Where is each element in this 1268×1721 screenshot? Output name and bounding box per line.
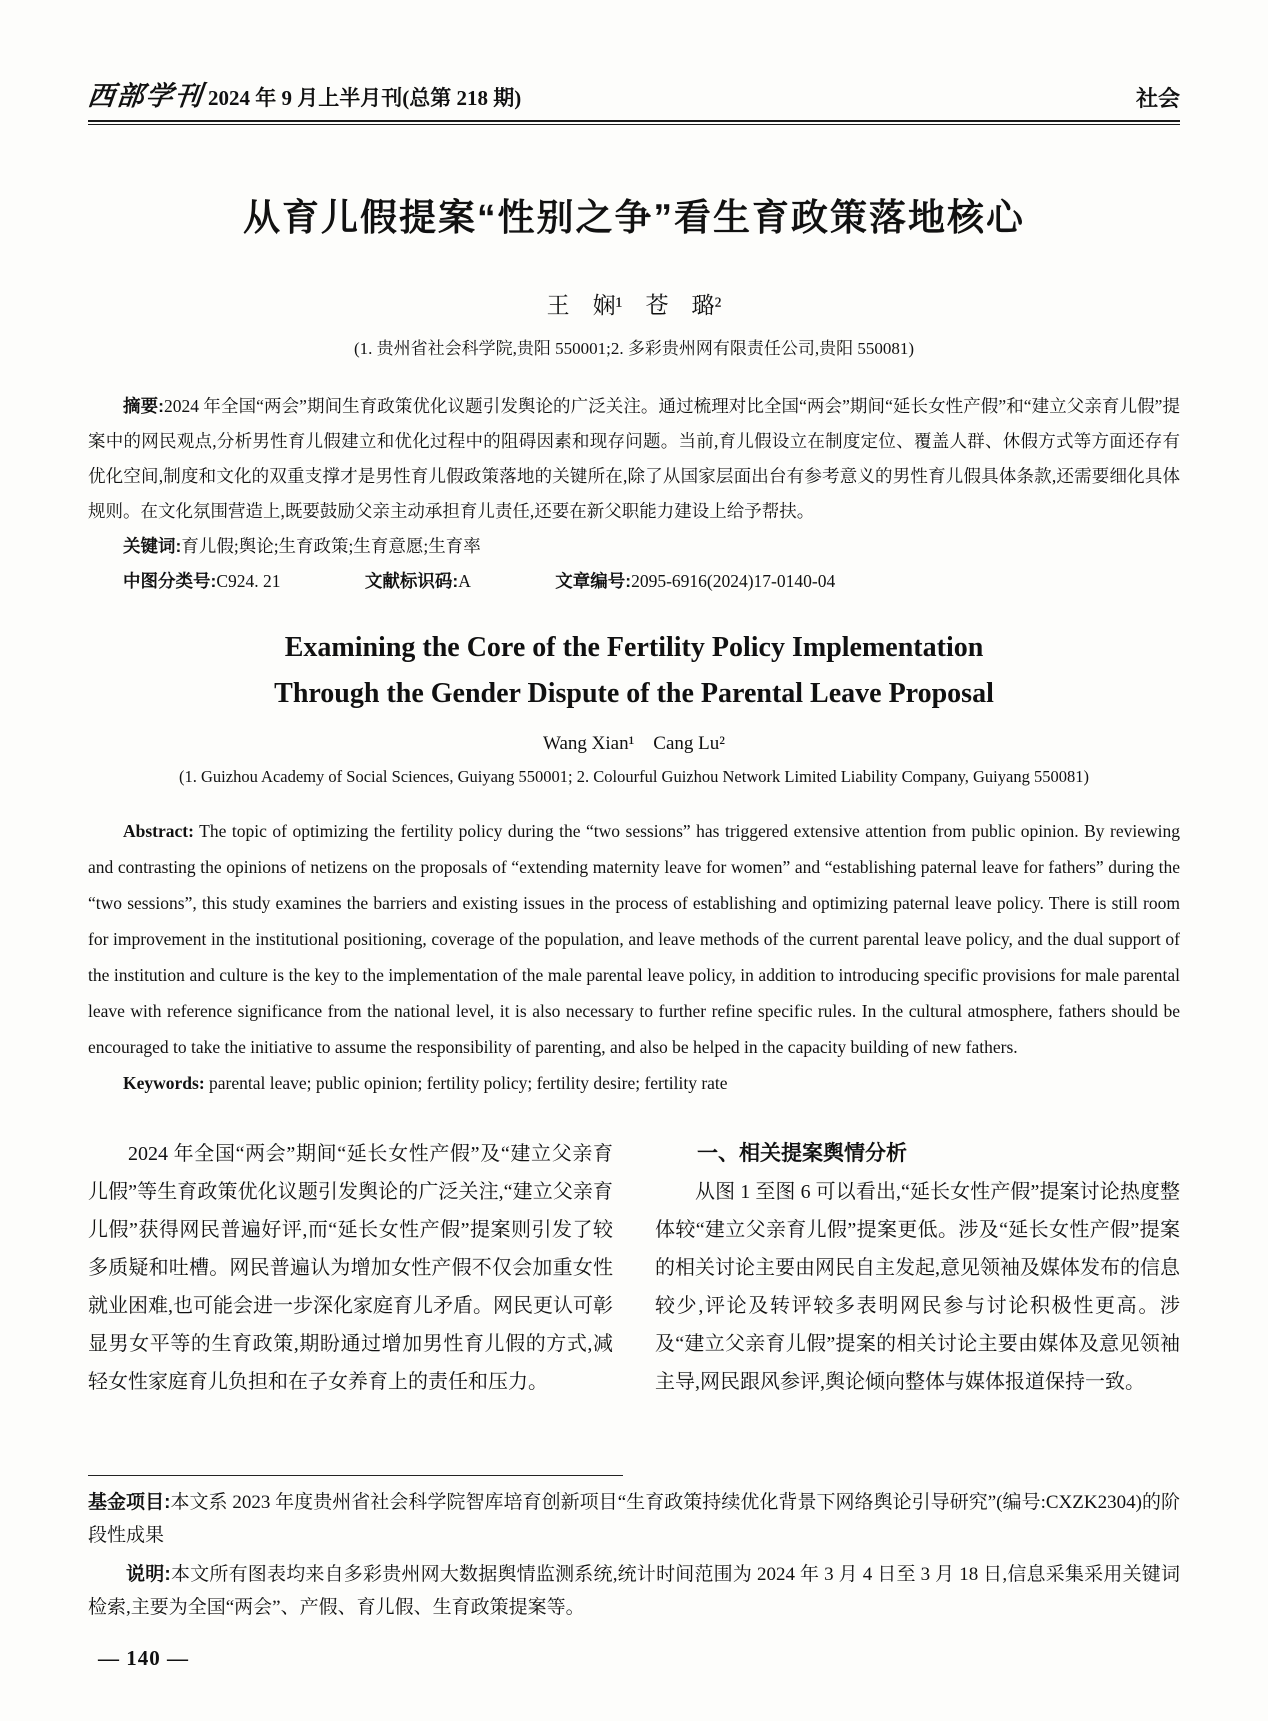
abstract-en — [88, 813, 1180, 1065]
keywords-text-cn: 育儿假;舆论;生育政策;生育意愿;生育率 — [181, 536, 481, 556]
article-title-en — [88, 625, 1180, 717]
note-text: 本文所有图表均来自多彩贵州网大数据舆情监测系统,统计时间范围为 2024 年 3 月 4 日至 3 月 18 日,信息采集采用关键词检索,主要为全国“两会”、产假、育儿假、生育政策提案等。 — [88, 1564, 1180, 1618]
section1-paragraph: 从图 1 至图 6 可以看出,“延长女性产假”提案讨论热度整体较“建立父亲育儿假”提案更低。涉及“延长女性产假”提案的相关讨论主要由网民自主发起,意见领袖及媒体发布的信息较少,评论及转评较多表明网民参与讨论积极性更高。涉及“建立父亲育儿假”提案的相关讨论主要由媒体及意见领袖主导,网民跟风参评,舆论倾向整体与媒体报道保持一致。 — [655, 1181, 1180, 1393]
doc-code-label: 文献标识码: — [364, 571, 459, 591]
doc-code-group — [365, 571, 471, 591]
note-label: 说明: — [126, 1564, 171, 1585]
section1-heading: 一、相关提案舆情分析 — [697, 1142, 907, 1165]
intro-paragraph: 2024 年全国“两会”期间“延长女性产假”及“建立父亲育儿假”等生育政策优化议题引发舆论的广泛关注,“建立父亲育儿假”获得网民普遍好评,而“延长女性产假”提案则引发了较多质疑和吐槽。网民普遍认为增加女性产假不仅会加重女性就业困难,也可能会进一步深化家庭育儿矛盾。网民更认可彰显男女平等的生育政策,期盼通过增加男性育儿假的方式,减轻女性家庭育儿负担和在子女养育上的责任和压力。 — [88, 1143, 613, 1393]
keywords-cn — [88, 529, 1180, 564]
authors-cn: 王 娴¹ 苍 璐² — [546, 293, 722, 318]
fund-text: 本文系 2023 年度贵州省社会科学院智库培育创新项目“生育政策持续优化背景下网络舆论引导研究”(编号:CXZK2304)的阶段性成果 — [88, 1492, 1180, 1546]
article-meta-line — [88, 564, 1180, 599]
keywords-en — [88, 1065, 1180, 1101]
article-no-group — [555, 571, 835, 591]
keywords-label-cn: 关键词: — [123, 536, 182, 556]
affiliation-cn: (1. 贵州省社会科学院,贵阳 550001;2. 多彩贵州网有限责任公司,贵阳 550081) — [353, 339, 915, 358]
footnotes — [88, 1486, 1180, 1624]
keywords-text-en: parental leave; public opinion; fertility policy; fertility desire; fertility rate — [209, 1073, 728, 1093]
data-source-note — [88, 1558, 1180, 1624]
clc-label: 中图分类号: — [123, 571, 217, 591]
keywords-label-en: Keywords: — [123, 1073, 205, 1093]
abstract-label-en: Abstract: — [123, 821, 194, 841]
fund-label: 基金项目: — [88, 1492, 171, 1513]
section-label: 社会 — [1135, 86, 1180, 111]
doc-code-value: A — [458, 571, 471, 591]
header-double-rule — [88, 120, 1180, 125]
abstract-cn — [88, 389, 1180, 529]
article-no-value: 2095-6916(2024)17-0140-04 — [631, 571, 836, 591]
fund-note — [88, 1486, 1180, 1552]
journal-issue-info: 2024 年 9 月上半月刊(总第 218 期) — [208, 86, 522, 110]
title-en-line1: Examining the Core of the Fertility Policy Implementation — [284, 632, 984, 663]
article-no-label: 文章编号: — [555, 571, 632, 591]
left-column — [88, 1135, 613, 1401]
abstract-text-cn: 2024 年全国“两会”期间生育政策优化议题引发舆论的广泛关注。通过梳理对比全国“两会”期间“延长女性产假”和“建立父亲育儿假”提案中的网民观点,分析男性育儿假建立和优化过程中的阻碍因素和现存问题。当前,育儿假设立在制度定位、覆盖人群、休假方式等方面还存有优化空间,制度和文化的双重支撑才是男性育儿假政策落地的关键所在,除了从国家层面出台有参考意义的男性育儿假具体条款,还需要细化具体规则。在文化氛围营造上,既要鼓励父亲主动承担育儿责任,还要在新父职能力建设上给予帮扶。 — [88, 396, 1181, 521]
body-columns — [88, 1135, 1180, 1401]
abstract-label-cn: 摘要: — [123, 396, 164, 416]
article-title-cn: 从育儿假提案“性别之争”看生育政策落地核心 — [243, 197, 1025, 238]
right-column — [655, 1135, 1180, 1401]
header-left — [88, 74, 521, 113]
footnote-rule — [88, 1475, 623, 1476]
clc-group — [123, 571, 281, 591]
journal-logo: 西部学刊 — [86, 81, 206, 112]
page-header — [88, 74, 1180, 113]
abstract-body-en: The topic of optimizing the fertility policy during the “two sessions” has triggered extensive attention from public opinion. By reviewing and contrasting the opinions of netizens on the proposals of “extending maternity leave for women” and “establishing paternal leave for fathers” during the “two sessions”, this study examines the barriers and existing issues in the process of establishing and optimizing paternal leave policy. There is still room for improvement in the institutional positioning, coverage of the population, and leave methods of the current parental leave policy, and the dual support of the institution and culture is the key to the implementation of the male parental leave policy, in addition to introducing specific provisions for male parental leave with reference significance from the national level, it is also necessary to further refine specific rules. In the cultural atmosphere, fathers should be encouraged to take the initiative to assume the responsibility of parenting, and also be helped in the capacity building of new fathers. — [88, 821, 1181, 1057]
affiliation-en: (1. Guizhou Academy of Social Sciences, Guiyang 550001; 2. Colourful Guizhou Network Limited Liability Company, Guiyang 550081) — [179, 767, 1089, 786]
footer-block — [88, 1475, 1180, 1681]
page-number: — 140 — — [98, 1646, 189, 1670]
clc-value: C924. 21 — [216, 571, 281, 591]
authors-en: Wang Xian¹ Cang Lu² — [543, 733, 725, 754]
title-en-line2: Through the Gender Dispute of the Parental Leave Proposal — [274, 678, 994, 709]
